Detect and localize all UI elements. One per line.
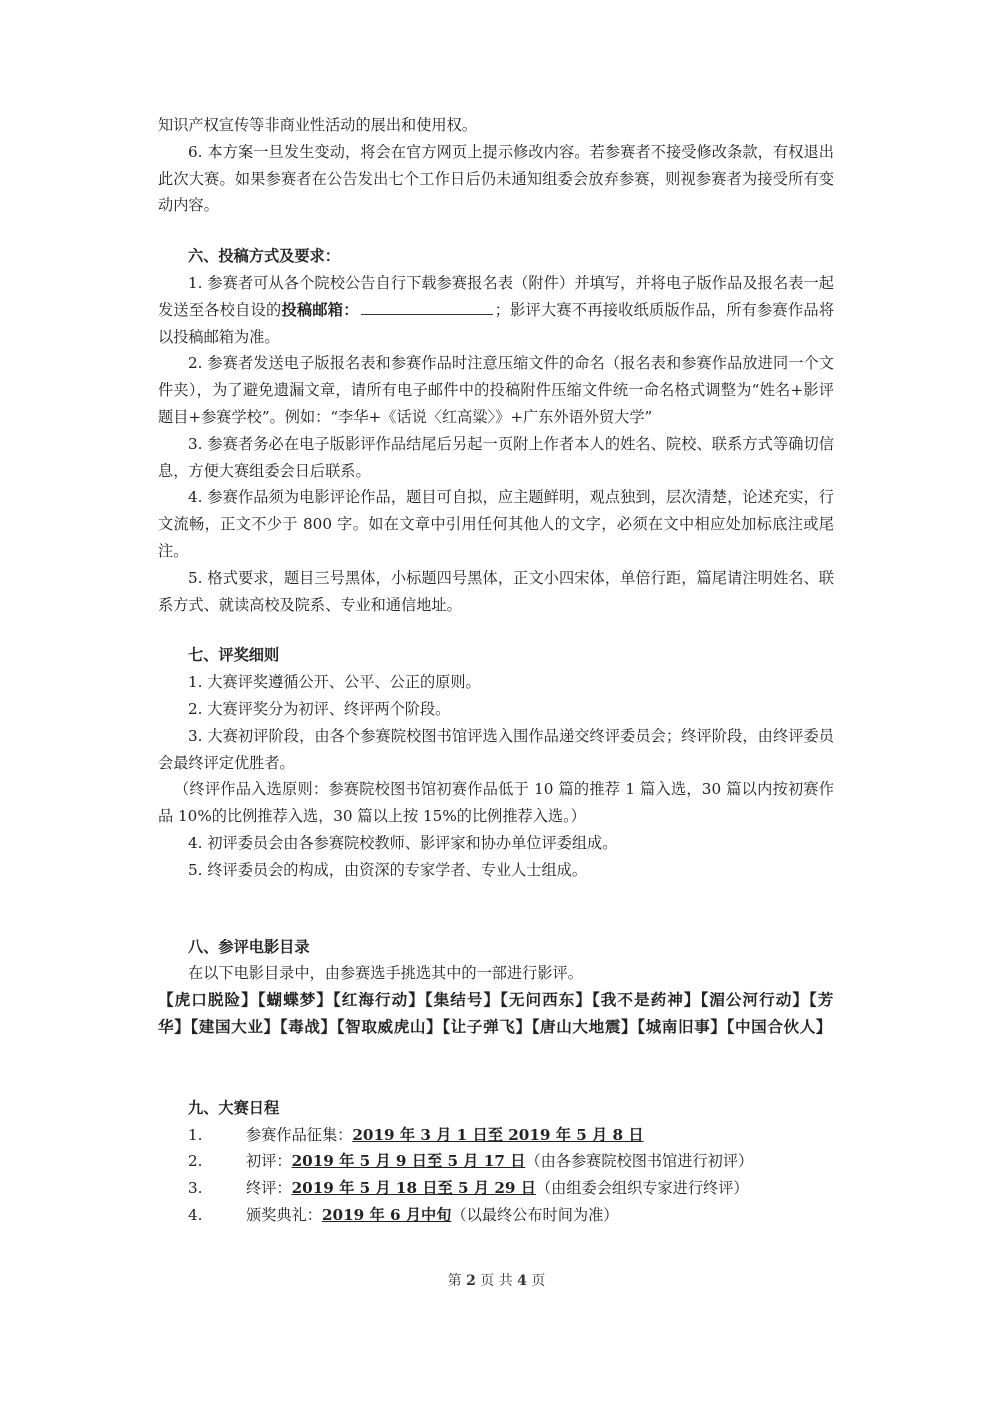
section-8-intro: 在以下电影目录中，由参赛选手挑选其中的一部进行影评。 [188, 964, 583, 983]
section-8-heading: 八、参评电影目录 [188, 937, 310, 956]
section-6-item-1 [158, 270, 834, 350]
footer-current-page: 2 [466, 1273, 476, 1289]
section-9-heading: 九、大赛日程 [188, 1098, 280, 1117]
movie-list: 【虎口脱险】【蝴蝶梦】【红海行动】【集结号】【无问西东】【我不是药神】【湄公河行动】【芳华】【建国大业】【毒战】【智取威虎山】【让子弹飞】【唐山大地震】【城南旧事】【中国合伙人】 [158, 990, 834, 1036]
section-6-item-3: 3. 参赛者务必在电子版影评作品结尾后另起一页附上作者本人的姓名、院校、联系方式等确切信息，方便大赛组委会日后联系。 [158, 434, 834, 480]
schedule-list [158, 1122, 834, 1229]
section-7-item-4: 4. 初评委员会由各参赛院校教师、影评家和协办单位评委组成。 [188, 833, 618, 852]
schedule-item-date: 2019 年 5 月 9 日至 5 月 17 日 [291, 1152, 526, 1171]
section-7-item-3: 3. 大赛初评阶段，由各个参赛院校图书馆评选入围作品递交终评委员会；终评阶段，由终评委员会最终评定优胜者。 [158, 726, 834, 772]
schedule-item-number: 1. [188, 1125, 203, 1144]
section-7-item-2: 2. 大赛评奖分为初评、终评两个阶段。 [188, 699, 451, 718]
section-7-item-1: 1. 大赛评奖遵循公开、公平、公正的原则。 [188, 673, 481, 692]
schedule-item [158, 1148, 834, 1175]
section-7-note: （终评作品入选原则：参赛院校图书馆初赛作品低于 10 篇的推荐 1 篇入选，30 篇以内按初赛作品 10%的比例推荐入选，30 篇以上按 15%的比例推荐入选。） [158, 780, 834, 826]
section-6-item-2: 2. 参赛者发送电子版报名表和参赛作品时注意压缩文件的命名（报名表和参赛作品放进同一个文件夹），为了避免遗漏文章，请所有电子邮件中的投稿附件压缩文件统一命名格式调整为“姓名+影评题目+参赛学校”。例如：“李华+《话说〈红高粱〉》+广东外语外贸大学” [158, 354, 834, 426]
section-6-item-1-text-b: ；影评大赛不再接收纸质版作品，所有参赛作品将以投稿邮箱为准。 [158, 300, 835, 346]
section-6-heading: 六、投稿方式及要求： [188, 247, 340, 266]
schedule-item-number: 3. [188, 1179, 203, 1198]
schedule-item-note: （以最终公布时间为准） [451, 1205, 619, 1224]
footer-prefix: 第 [447, 1273, 462, 1289]
schedule-item-date: 2019 年 3 月 1 日至 2019 年 5 月 8 日 [352, 1125, 644, 1144]
section-6-item-4: 4. 参赛作品须为电影评论作品，题目可自拟，应主题鲜明，观点独到，层次清楚，论述充实，行文流畅，正文不少于 800 字。如在文章中引用任何其他人的文字，必须在文中相应处加标底注或尾注。 [158, 488, 834, 560]
spacer [158, 884, 834, 934]
document-body [158, 112, 834, 1229]
schedule-item-note: （由组委会组织专家进行终评） [535, 1179, 749, 1198]
schedule-item [158, 1175, 834, 1202]
schedule-item [158, 1202, 834, 1229]
submission-email-blank [361, 300, 493, 315]
schedule-item-label: 参赛作品征集： [246, 1125, 353, 1144]
schedule-item-number: 2. [188, 1152, 203, 1171]
page-footer [0, 1270, 993, 1290]
section-6-item-1-text-a: 1. 参赛者可从各个院校公告自行下载参赛报名表（附件）并填写，并将电子版作品及报名表一起发送至各校自设的 [158, 273, 834, 319]
paragraph-intro-continuation: 知识产权宣传等非商业性活动的展出和使用权。 [158, 116, 477, 134]
spacer [158, 1041, 834, 1095]
schedule-item-note: （由各参赛院校图书馆进行初评） [525, 1152, 754, 1171]
section-7-item-5: 5. 终评委员会的构成，由资深的专家学者、专业人士组成。 [188, 860, 588, 879]
submission-email-label: 投稿邮箱： [281, 300, 359, 319]
section-7-heading: 七、评奖细则 [188, 646, 280, 665]
schedule-item-label: 初评： [246, 1152, 292, 1171]
spacer [158, 219, 834, 243]
section-6-item-5: 5. 格式要求，题目三号黑体，小标题四号黑体，正文小四宋体，单倍行距，篇尾请注明姓名、联系方式、就读高校及院系、专业和通信地址。 [158, 568, 834, 614]
footer-suffix: 页 [531, 1273, 546, 1289]
schedule-item-number: 4. [188, 1205, 203, 1224]
paragraph-clause-6: 6. 本方案一旦发生变动，将会在官方网页上提示修改内容。若参赛者不接受修改条款，有权退出此次大赛。如果参赛者在公告发出七个工作日后仍未通知组委会放弃参赛，则视参赛者为接受所有变动内容。 [158, 142, 834, 215]
schedule-item-date: 2019 年 6 月中旬 [321, 1205, 452, 1224]
schedule-item-date: 2019 年 5 月 18 日至 5 月 29 日 [291, 1179, 536, 1198]
footer-middle: 页 共 [480, 1273, 513, 1289]
schedule-item-label: 终评： [246, 1179, 292, 1198]
schedule-item-label: 颁奖典礼： [246, 1205, 322, 1224]
spacer [158, 618, 834, 642]
footer-total-pages: 4 [517, 1273, 527, 1289]
schedule-item [158, 1122, 834, 1149]
